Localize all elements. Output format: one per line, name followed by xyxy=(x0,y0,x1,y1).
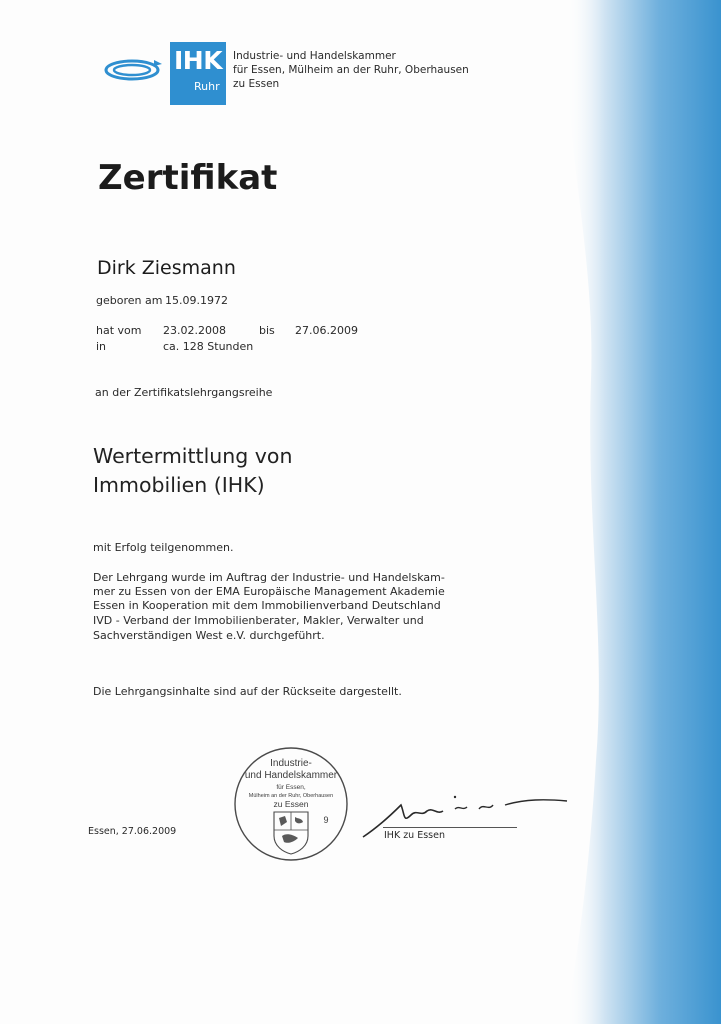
back-side-note: Die Lehrgangsinhalte sind auf der Rückseite dargestellt. xyxy=(93,685,402,698)
ihk-logo-ruhr: Ruhr xyxy=(194,80,220,93)
ihk-logo-text: IHK xyxy=(174,46,223,75)
chamber-name-line-1: Industrie- und Handelskammer xyxy=(233,50,396,62)
certificate-title: Zertifikat xyxy=(98,158,278,198)
recipient-name: Dirk Ziesmann xyxy=(97,257,236,279)
description-line-4: IVD - Verband der Immobilienberater, Makler, Verwalter und xyxy=(93,614,424,627)
seal-line-4: Mülheim an der Ruhr, Oberhausen xyxy=(248,793,334,799)
signature-label: IHK zu Essen xyxy=(384,830,445,841)
from-label: hat vom xyxy=(96,324,142,337)
description-line-3: Essen in Kooperation mit dem Immobilienverband Deutschland xyxy=(93,599,441,612)
series-text: an der Zertifikatslehrgangsreihe xyxy=(95,386,273,399)
course-title-line-2: Immobilien (IHK) xyxy=(93,473,265,497)
success-text: mit Erfolg teilgenommen. xyxy=(93,541,234,554)
seal-line-5: zu Essen xyxy=(273,799,309,809)
to-label: bis xyxy=(259,324,275,337)
chamber-name-line-2: für Essen, Mülheim an der Ruhr, Oberhausen xyxy=(233,64,469,76)
seal-line-3: für Essen, xyxy=(276,784,306,791)
ihk-swirl-logo-icon xyxy=(102,54,166,86)
to-date: 27.06.2009 xyxy=(295,324,358,337)
course-hours: ca. 128 Stunden xyxy=(163,340,254,353)
coat-of-arms-icon xyxy=(274,812,308,854)
course-title-line-1: Wertermittlung von xyxy=(93,444,293,468)
born-date: 15.09.1972 xyxy=(165,294,228,307)
signature-line xyxy=(383,827,517,828)
place-date: Essen, 27.06.2009 xyxy=(88,826,177,837)
description-line-2: mer zu Essen von der EMA Europäische Management Akademie xyxy=(93,585,445,598)
seal-line-1: Industrie- xyxy=(270,758,312,769)
seal-line-2: und Handelskammer xyxy=(244,770,338,781)
description-line-1: Der Lehrgang wurde im Auftrag der Industrie- und Handelskam- xyxy=(93,571,445,584)
from-date: 23.02.2008 xyxy=(163,324,226,337)
official-seal xyxy=(232,744,350,864)
born-label: geboren am xyxy=(96,294,163,307)
description-line-5: Sachverständigen West e.V. durchgeführt. xyxy=(93,629,325,642)
decorative-blue-band xyxy=(551,0,721,1024)
in-label: in xyxy=(96,340,107,353)
chamber-name-line-3: zu Essen xyxy=(233,78,280,90)
seal-number: 9 xyxy=(323,815,329,825)
